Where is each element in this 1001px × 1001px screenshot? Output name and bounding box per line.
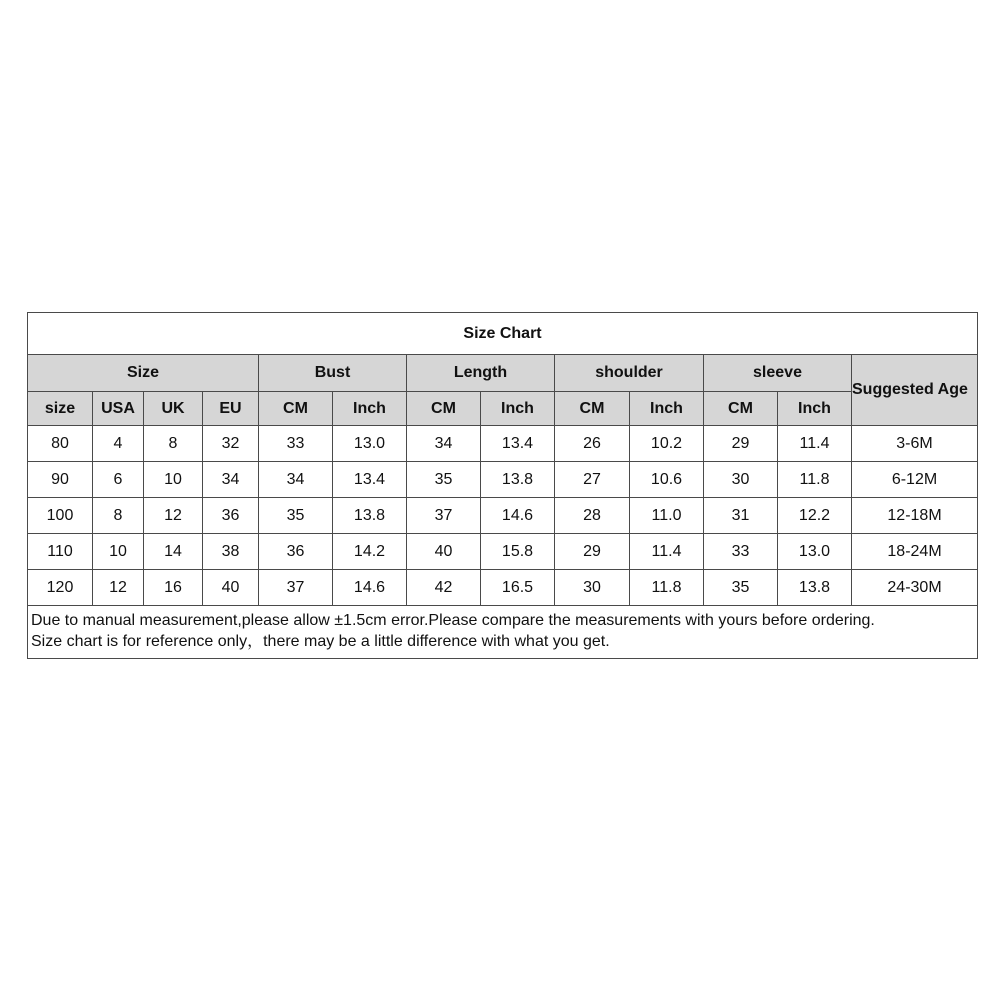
table-cell: 33 xyxy=(259,426,333,462)
table-cell: 10 xyxy=(144,462,203,498)
table-cell: 12-18M xyxy=(852,498,978,534)
table-cell: 18-24M xyxy=(852,534,978,570)
table-cell: 8 xyxy=(144,426,203,462)
table-cell: 13.4 xyxy=(481,426,555,462)
table-cell: 90 xyxy=(28,462,93,498)
table-cell: 100 xyxy=(28,498,93,534)
title-row xyxy=(28,313,978,355)
table-cell: 34 xyxy=(259,462,333,498)
table-cell: 29 xyxy=(555,534,630,570)
table-cell: 37 xyxy=(259,570,333,606)
table-cell: 15.8 xyxy=(481,534,555,570)
column-header: EU xyxy=(203,392,259,426)
column-header: USA xyxy=(93,392,144,426)
table-cell: 14.6 xyxy=(333,570,407,606)
table-cell: 11.0 xyxy=(630,498,704,534)
table-cell: 14.6 xyxy=(481,498,555,534)
table-cell: 36 xyxy=(203,498,259,534)
table-cell: 26 xyxy=(555,426,630,462)
table-cell: 40 xyxy=(203,570,259,606)
table-row xyxy=(28,534,978,570)
table-cell: 30 xyxy=(555,570,630,606)
table-cell: 37 xyxy=(407,498,481,534)
column-header: Inch xyxy=(778,392,852,426)
note-line: Size chart is for reference only，there may be a little difference with what you get. xyxy=(31,633,610,650)
table-cell: 14.2 xyxy=(333,534,407,570)
table-cell: 11.8 xyxy=(778,462,852,498)
column-header: CM xyxy=(555,392,630,426)
table-cell: 33 xyxy=(704,534,778,570)
group-header-sleeve: sleeve xyxy=(704,355,852,392)
table-cell: 30 xyxy=(704,462,778,498)
table-cell: 6 xyxy=(93,462,144,498)
table-cell: 3-6M xyxy=(852,426,978,462)
column-header: CM xyxy=(259,392,333,426)
table-cell: 34 xyxy=(203,462,259,498)
table-cell: 13.8 xyxy=(333,498,407,534)
chart-title: Size Chart xyxy=(28,313,978,355)
column-header: CM xyxy=(704,392,778,426)
table-cell: 13.0 xyxy=(778,534,852,570)
table-cell: 36 xyxy=(259,534,333,570)
size-data-body xyxy=(28,426,978,606)
column-header: UK xyxy=(144,392,203,426)
group-header-size: Size xyxy=(28,355,259,392)
table-row xyxy=(28,462,978,498)
table-cell: 35 xyxy=(259,498,333,534)
table-cell: 8 xyxy=(93,498,144,534)
table-cell: 32 xyxy=(203,426,259,462)
table-cell: 10.6 xyxy=(630,462,704,498)
table-cell: 29 xyxy=(704,426,778,462)
column-header: size xyxy=(28,392,93,426)
table-cell: 6-12M xyxy=(852,462,978,498)
table-cell: 40 xyxy=(407,534,481,570)
table-cell: 12.2 xyxy=(778,498,852,534)
column-header: Inch xyxy=(630,392,704,426)
table-cell: 35 xyxy=(407,462,481,498)
table-cell: 34 xyxy=(407,426,481,462)
column-header: Inch xyxy=(333,392,407,426)
table-cell: 31 xyxy=(704,498,778,534)
table-cell: 28 xyxy=(555,498,630,534)
group-header-length: Length xyxy=(407,355,555,392)
table-cell: 10 xyxy=(93,534,144,570)
table-cell: 16 xyxy=(144,570,203,606)
table-cell: 27 xyxy=(555,462,630,498)
table-cell: 13.4 xyxy=(333,462,407,498)
table-cell: 110 xyxy=(28,534,93,570)
table-cell: 120 xyxy=(28,570,93,606)
table-cell: 16.5 xyxy=(481,570,555,606)
table-cell: 11.4 xyxy=(778,426,852,462)
table-cell: 10.2 xyxy=(630,426,704,462)
table-cell: 12 xyxy=(93,570,144,606)
table-row xyxy=(28,426,978,462)
table-row xyxy=(28,498,978,534)
table-cell: 38 xyxy=(203,534,259,570)
table-cell: 4 xyxy=(93,426,144,462)
table-cell: 13.8 xyxy=(778,570,852,606)
size-chart-container xyxy=(27,312,977,659)
group-header-suggested-age: Suggested Age xyxy=(852,355,978,426)
note-line: Due to manual measurement,please allow ±1.5cm error.Please compare the measurements with yours before ordering. xyxy=(31,612,875,629)
table-cell: 35 xyxy=(704,570,778,606)
measurement-note xyxy=(28,606,978,659)
note-row xyxy=(28,606,978,659)
size-chart-table xyxy=(27,312,978,659)
table-cell: 12 xyxy=(144,498,203,534)
table-cell: 42 xyxy=(407,570,481,606)
table-cell: 14 xyxy=(144,534,203,570)
table-cell: 13.8 xyxy=(481,462,555,498)
table-cell: 11.8 xyxy=(630,570,704,606)
sub-header-row xyxy=(28,392,978,426)
group-header-row xyxy=(28,355,978,392)
table-cell: 13.0 xyxy=(333,426,407,462)
table-cell: 24-30M xyxy=(852,570,978,606)
group-header-bust: Bust xyxy=(259,355,407,392)
table-row xyxy=(28,570,978,606)
table-cell: 11.4 xyxy=(630,534,704,570)
column-header: Inch xyxy=(481,392,555,426)
table-cell: 80 xyxy=(28,426,93,462)
group-header-shoulder: shoulder xyxy=(555,355,704,392)
column-header: CM xyxy=(407,392,481,426)
